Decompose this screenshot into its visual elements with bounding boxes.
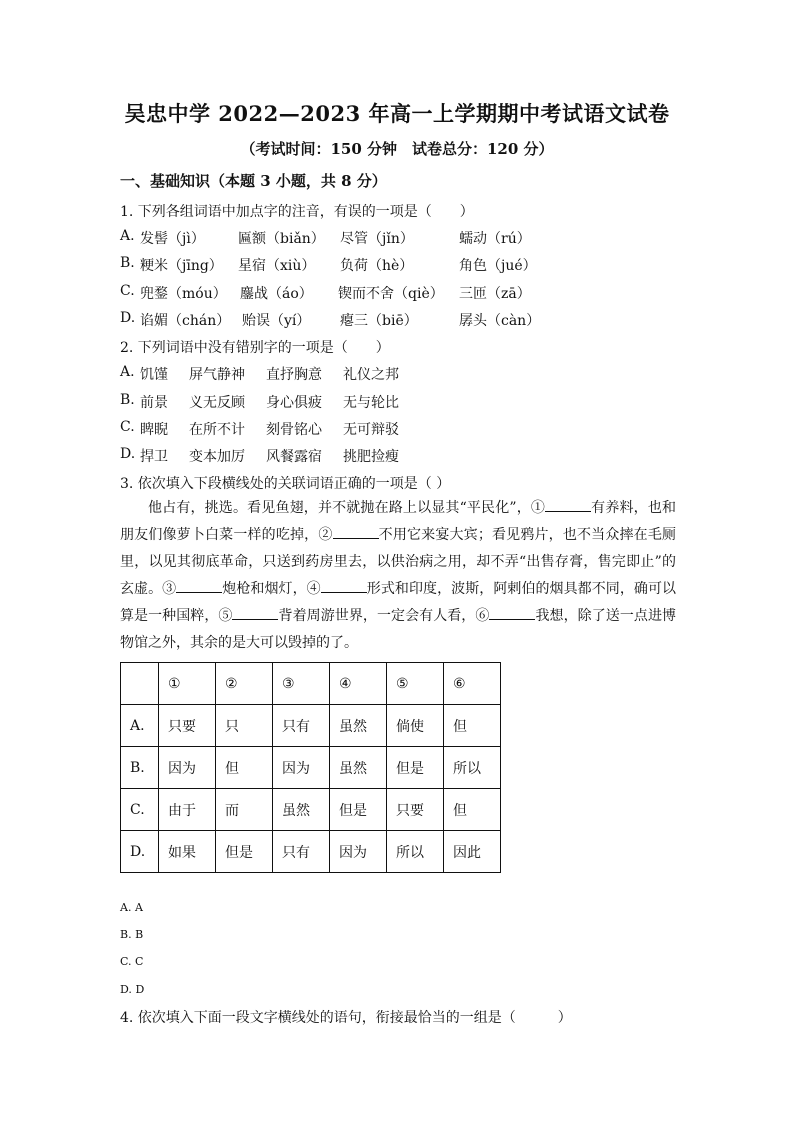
table-cell: 只有 (273, 705, 330, 747)
table-cell: ⑤ (387, 663, 444, 705)
q2-option-word: 变本加厉 (189, 449, 245, 465)
table-cell: 但是 (387, 747, 444, 789)
table-cell: 但是 (330, 789, 387, 831)
table-cell: 但 (216, 747, 273, 789)
table-cell: ② (216, 663, 273, 705)
q2-option-word: 屏气静神 (189, 367, 245, 383)
q1-option-word: 孱头（càn） (459, 313, 541, 329)
q2-option-word: 刻骨铭心 (266, 422, 322, 438)
q1-option-label: C. (120, 283, 135, 299)
answer-table (120, 662, 501, 873)
q1-option-word: 星宿（xiù） (238, 258, 316, 274)
table-cell: ③ (273, 663, 330, 705)
table-cell: 因此 (444, 831, 501, 873)
q1-option-label: D. (120, 310, 136, 326)
fill-blank (333, 526, 379, 539)
choice-item: A. A (120, 901, 143, 914)
q1-option-word: 瘪三（biē） (340, 313, 418, 329)
q1-option-label: B. (120, 255, 135, 271)
passage-text: 有养料，也和朋友们像萝卜白菜一样的吃掉，② (120, 500, 676, 543)
table-cell: 虽然 (330, 747, 387, 789)
q1-option-word: 负荷（hè） (340, 258, 414, 274)
q2-option-label: D. (120, 446, 136, 462)
table-cell: C. (121, 789, 159, 831)
q1-option-word: 锲而不舍（qiè） (338, 286, 444, 302)
q1-option-word: 谄媚（chán） (140, 313, 231, 329)
table-cell: 因为 (159, 747, 216, 789)
q2-option-word: 礼仪之邦 (343, 367, 399, 383)
table-row (121, 747, 501, 789)
passage-text: 我想，除了送一点进博物馆之外，其余的是大可以毁掉的了。 (120, 608, 677, 651)
q1-option-word: 贻误（yí） (242, 313, 311, 329)
q2-option-label: C. (120, 419, 135, 435)
table-cell: A. (121, 705, 159, 747)
q2-option-word: 捍卫 (140, 449, 168, 465)
q2-option-word: 前景 (140, 395, 168, 411)
table-cell: 虽然 (330, 705, 387, 747)
question-2-stem: 2. 下列词语中没有错别字的一项是（ ） (120, 340, 390, 356)
table-cell: ① (159, 663, 216, 705)
passage-text: 背着周游世界，一定会有人看，⑥ (278, 608, 490, 624)
table-row (121, 705, 501, 747)
fill-blank (176, 580, 222, 593)
table-cell: 但 (444, 705, 501, 747)
q2-option-word: 挑肥捡瘦 (343, 449, 399, 465)
table-cell: 所以 (444, 747, 501, 789)
passage-text: 形式和印度，波斯，阿剌伯的烟具都不同，确可以算是一种国粹，⑤ (120, 581, 677, 624)
table-cell: 如果 (159, 831, 216, 873)
fill-blank (232, 607, 278, 620)
passage-text: 不用它来宴大宾；看见鸦片，也不当众摔在毛厕里，以见其彻底革命，只送到药房里去，以供治病之用，却不弄“出售存膏，售完即止”的玄虚。③ (120, 527, 676, 597)
passage-text: 他占有，挑选。看见鱼翅，并不就抛在路上以显其“平民化”，① (148, 500, 546, 516)
q2-option-label: A. (120, 364, 135, 380)
table-cell: 因为 (273, 747, 330, 789)
table-cell: ④ (330, 663, 387, 705)
q1-option-word: 尽管（jǐn） (340, 231, 414, 247)
table-cell: 只要 (159, 705, 216, 747)
section-heading: 一、基础知识（本题 3 小题，共 8 分） (120, 172, 387, 190)
passage-text: 炮枪和烟灯，④ (222, 581, 321, 597)
table-cell: 但是 (216, 831, 273, 873)
fill-blank (321, 580, 367, 593)
table-cell: 虽然 (273, 789, 330, 831)
choice-item: D. D (120, 983, 145, 996)
choice-item: B. B (120, 928, 144, 941)
table-cell: 因为 (330, 831, 387, 873)
q2-option-word: 身心俱疲 (266, 395, 322, 411)
question-1-stem: 1. 下列各组词语中加点字的注音，有误的一项是（ ） (120, 204, 474, 220)
table-cell: 所以 (387, 831, 444, 873)
exam-subtitle: （考试时间：150 分钟 试卷总分：120 分） (240, 140, 554, 158)
table-row (121, 831, 501, 873)
table-cell: 倘使 (387, 705, 444, 747)
table-cell: 而 (216, 789, 273, 831)
q2-option-word: 在所不计 (189, 422, 245, 438)
table-cell: 但 (444, 789, 501, 831)
question-3-stem: 3. 依次填入下段横线处的关联词语正确的一项是（ ） (120, 476, 451, 492)
table-row (121, 789, 501, 831)
q1-option-word: 角色（jué） (459, 258, 537, 274)
q2-option-word: 风餐露宿 (266, 449, 322, 465)
q2-option-word: 义无反顾 (189, 395, 245, 411)
q2-option-word: 饥馑 (140, 367, 168, 383)
q1-option-word: 三匝（zā） (459, 286, 531, 302)
q1-option-word: 粳米（jīng） (140, 258, 223, 274)
q2-option-word: 直抒胸意 (266, 367, 322, 383)
q2-option-word: 无与轮比 (343, 395, 399, 411)
table-cell: 由于 (159, 789, 216, 831)
table-cell: 只要 (387, 789, 444, 831)
q2-option-word: 无可辩驳 (343, 422, 399, 438)
q1-option-word: 发髻（jì） (140, 231, 205, 247)
table-cell: 只 (216, 705, 273, 747)
table-cell: 只有 (273, 831, 330, 873)
q1-option-word: 匾额（biǎn） (238, 231, 325, 247)
table-cell (121, 663, 159, 705)
table-cell: B. (121, 747, 159, 789)
q1-option-label: A. (120, 228, 135, 244)
table-header-row (121, 663, 501, 705)
q2-option-word: 睥睨 (140, 422, 168, 438)
fill-blank (545, 499, 591, 512)
q1-option-word: 鏖战（áo） (240, 286, 313, 302)
exam-title: 吴忠中学 2022—2023 年高一上学期期中考试语文试卷 (124, 101, 670, 126)
q1-option-word: 兜鍪（móu） (140, 286, 227, 302)
fill-blank (489, 607, 535, 620)
question-4-stem: 4. 依次填入下面一段文字横线处的语句，衔接最恰当的一组是（ ） (120, 1010, 572, 1026)
question-3-passage (120, 495, 676, 657)
q1-option-word: 蠕动（rú） (459, 231, 531, 247)
q2-option-label: B. (120, 392, 135, 408)
table-cell: ⑥ (444, 663, 501, 705)
choice-item: C. C (120, 955, 144, 968)
table-cell: D. (121, 831, 159, 873)
